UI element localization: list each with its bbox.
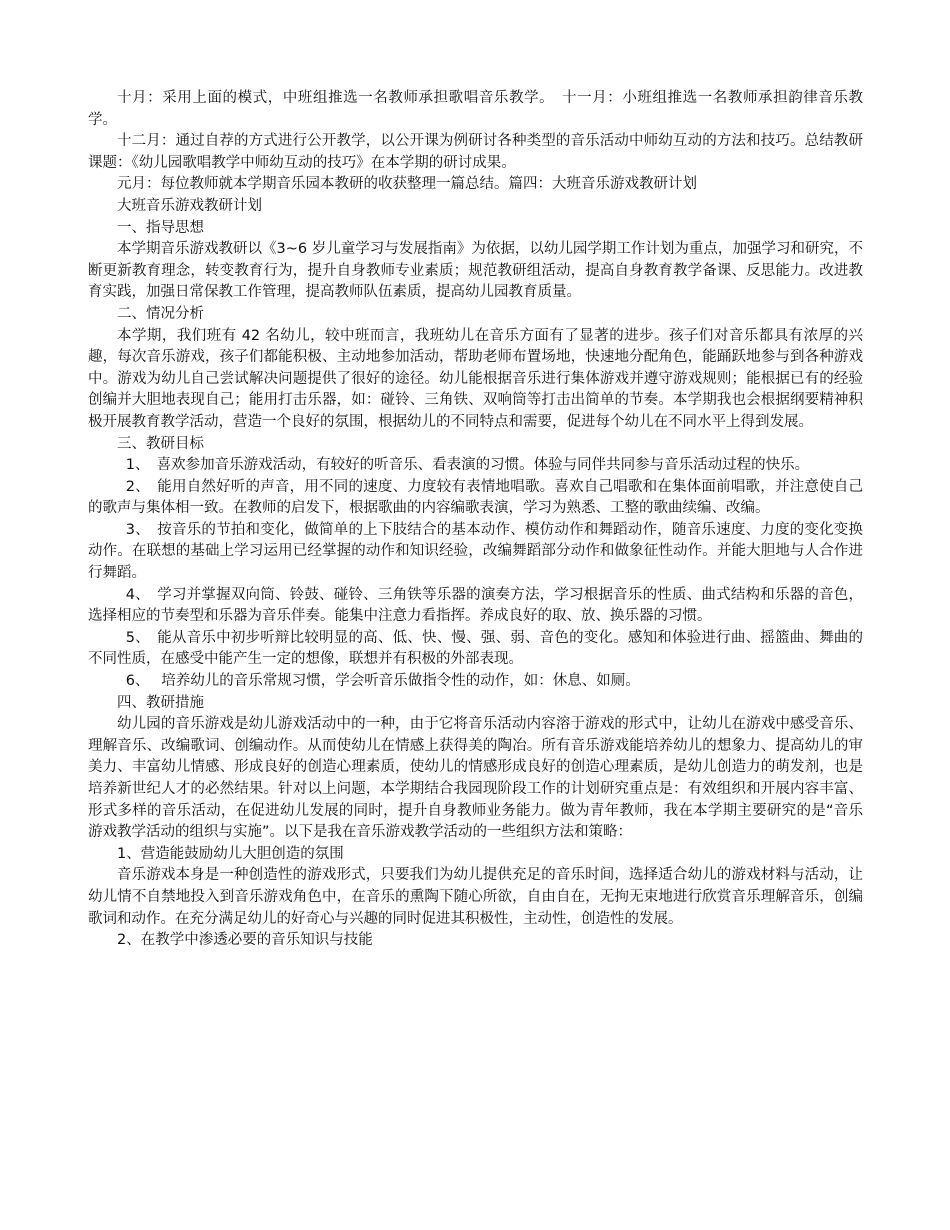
section-heading-situation-analysis: 二、情况分析 — [117, 305, 204, 322]
goal-item-3: 3、 按音乐的节拍和变化，做简单的上下肢结合的基本动作、模仿动作和舞蹈动作，随音乐速度、力度的变化变换动作。在联想的基础上学习运用已经掌握的动作和知识经验，改编舞蹈部分动作和做象征性动作。并能大胆地与人合作进行舞蹈。 — [88, 521, 863, 582]
goal-item-2: 2、 能用自然好听的声音，用不同的速度、力度较有表情地唱歌。喜欢自己唱歌和在集体面前唱歌，并注意使自己的歌声与集体相一致。在教师的启发下，根据歌曲的内容编歌表演，学习为熟悉、工整的歌曲续编、改编。 — [88, 478, 863, 517]
paragraph-measure-1: 音乐游戏本身是一种创造性的游戏形式，只要我们为幼儿提供充足的音乐时间，选择适合幼儿的游戏材料与活动，让幼儿情不自禁地投入到音乐游戏角色中，在音乐的熏陶下随心所欲，自由自在，无拘无束地进行欣赏音乐理解音乐，创编歌词和动作。在充分满足幼儿的好奇心与兴趣的同时促进其积极性，主动性，创造性的发展。 — [88, 867, 863, 927]
goal-item-6: 6、 培养幼儿的音乐常规习惯，学会听音乐做指令性的动作，如：休息、如厕。 — [125, 673, 640, 690]
paragraph-research-measures: 幼儿园的音乐游戏是幼儿游戏活动中的一种，由于它将音乐活动内容溶于游戏的形式中，让幼儿在游戏中感受音乐、理解音乐、改编歌词、创编动作。从而使幼儿在情感上获得美的陶冶。所有音乐游戏能培养幼儿的想象力、提高幼儿的审美力、丰富幼儿情感、形成良好的创造心理素质，使幼儿的情感形成良好的创造心理素质，是幼儿创造力的萌发剂，也是培养新世纪人才的必然结果。针对以上问题，本学期结合我园现阶段工作的计划研究重点是：有效组织和开展内容丰富、形式多样的音乐活动，在促进幼儿发展的同时，提升自身教师业务能力。做为青年教师，我在本学期主要研究的是“音乐游戏教学活动的组织与实施”。以下是我在音乐游戏教学活动的一些组织方法和策略： — [88, 716, 863, 841]
paragraph-situation-analysis: 本学期，我们班有 42 名幼儿，较中班而言，我班幼儿在音乐方面有了显著的进步。孩子们对音乐都具有浓厚的兴趣，每次音乐游戏，孩子们都能积极、主动地参加活动，帮助老师布置场地，快速地分配角色，能踊跃地参与到各种游戏中。游戏为幼儿自己尝试解决问题提供了很好的途径。幼儿能根据音乐进行集体游戏并遵守游戏规则；能根据已有的经验创编并大胆地表现自己；能用打击乐器，如：碰铃、三角铁、双响筒等打击出简单的节奏。本学期我也会根据纲要精神积极开展教育教学活动，营造一个良好的氛围，根据幼儿的不同特点和需要，促进每个幼儿在不同水平上得到发展。 — [88, 327, 863, 430]
section-heading-research-measures: 四、教研措施 — [117, 694, 204, 711]
document-page — [88, 88, 863, 952]
document-title: 大班音乐游戏教研计划 — [117, 197, 262, 214]
goal-item-1: 1、 喜欢参加音乐游戏活动，有较好的听音乐、看表演的习惯。体验与同伴共同参与音乐活动过程的快乐。 — [125, 457, 810, 474]
paragraph-december: 十二月：通过自荐的方式进行公开教学，以公开课为例研讨各种类型的音乐活动中师幼互动的方法和技巧。总结教研课题：《幼儿园歌唱教学中师幼互动的技巧》在本学期的研讨成果。 — [88, 133, 863, 171]
subheading-measure-1: 1、营造能鼓励幼儿大胆创造的氛围 — [117, 845, 344, 862]
paragraph-january: 元月：每位教师就本学期音乐园本教研的收获整理一篇总结。篇四：大班音乐游戏教研计划 — [117, 176, 697, 193]
goal-item-5: 5、 能从音乐中初步听辩比较明显的高、低、快、慢、强、弱、音色的变化。感知和体验进行曲、摇篮曲、舞曲的不同性质，在感受中能产生一定的想像，联想并有积极的外部表现。 — [88, 629, 863, 668]
subheading-measure-2: 2、在教学中渗透必要的音乐知识与技能 — [117, 932, 373, 949]
paragraph-guiding-ideology: 本学期音乐游戏教研以《3~6 岁儿童学习与发展指南》为依据，以幼儿园学期工作计划为重点，加强学习和研究，不断更新教育理念，转变教育行为，提升自身教师专业素质；规范教研组活动，提高自身教育教学备课、反思能力。改进教育实践，加强日常保教工作管理，提高教师队伍素质，提高幼儿园教育质量。 — [88, 241, 863, 301]
section-heading-research-goals: 三、教研目标 — [117, 435, 204, 452]
section-heading-guiding-ideology: 一、指导思想 — [117, 219, 204, 236]
goal-item-4: 4、 学习并掌握双向筒、铃鼓、碰铃、三角铁等乐器的演奏方法，学习根据音乐的性质、曲式结构和乐器的音色，选择相应的节奏型和乐器为音乐伴奏。能集中注意力看指挥。养成良好的取、放、换乐器的习惯。 — [88, 586, 863, 625]
paragraph-october-november: 十月：采用上面的模式，中班组推选一名教师承担歌唱音乐教学。 十一月：小班组推选一名教师承担韵律音乐教学。 — [88, 90, 863, 128]
